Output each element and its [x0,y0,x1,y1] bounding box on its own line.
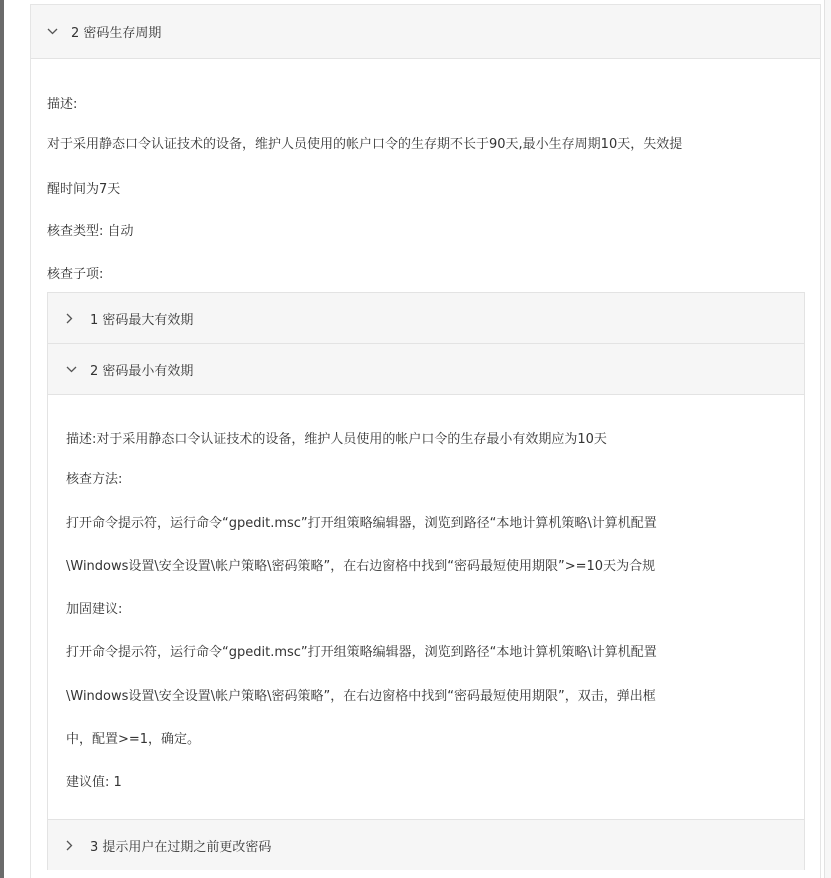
check-type-row [47,220,134,239]
sub-description-row [66,428,607,447]
sub-items-collapse [47,292,805,870]
chevron-down-icon [66,366,90,373]
sub-item-header-min-validity[interactable] [48,344,804,395]
chevron-right-icon [66,313,90,324]
check-type-label: 核查类型: [47,224,104,239]
sub-item-title: 2 密码最小有效期 [90,363,194,379]
password-lifecycle-panel [30,4,821,878]
panel-header-password-lifecycle[interactable] [31,5,820,59]
hardening-advice-line2: \Windows设置\安全设置\帐户策略\密码策略”，在右边窗格中找到“密码最短使用期限”，双击，弹出框 [66,689,656,704]
sub-item-header-expiry-prompt[interactable] [48,819,804,870]
check-method-line1: 打开命令提示符，运行命令“gpedit.msc”打开组策略编辑器，浏览到路径“本地计算机策略\计算机配置 [66,516,657,531]
suggested-value-row [66,771,122,790]
sub-item-title: 3 提示用户在过期之前更改密码 [90,839,272,855]
suggested-value-label: 建议值: [66,775,110,790]
sub-item-title: 1 密码最大有效期 [90,312,194,328]
description-label: 描述: [47,97,78,112]
panel-title: 2 密码生存周期 [71,26,162,41]
description-text-line2: 醒时间为7天 [47,182,121,197]
hardening-advice-label: 加固建议: [66,602,123,617]
chevron-right-icon [66,840,90,851]
scrollbar-track[interactable] [824,0,831,878]
chevron-down-icon [47,28,71,35]
sub-items-label: 核查子项: [47,267,104,282]
sub-item-body-min-validity [48,395,804,819]
check-type-value: 自动 [107,224,134,239]
suggested-value: 1 [113,775,122,790]
check-method-label: 核查方法: [66,472,123,487]
sub-item-header-max-validity[interactable] [48,293,804,344]
left-border [0,0,4,878]
description-text-line1: 对于采用静态口令认证技术的设备，维护人员使用的帐户口令的生存期不长于90天,最小生存周期10天，失效提 [47,137,683,152]
hardening-advice-line1: 打开命令提示符，运行命令“gpedit.msc”打开组策略编辑器，浏览到路径“本地计算机策略\计算机配置 [66,645,657,660]
sub-description-label: 描述: [66,432,97,447]
hardening-advice-line3: 中，配置>=1，确定。 [66,732,201,747]
check-method-line2: \Windows设置\安全设置\帐户策略\密码策略”，在右边窗格中找到“密码最短使用期限”>=10天为合规 [66,559,656,574]
sub-description-text: 对于采用静态口令认证技术的设备，维护人员使用的帐户口令的生存最小有效期应为10天 [96,432,607,447]
